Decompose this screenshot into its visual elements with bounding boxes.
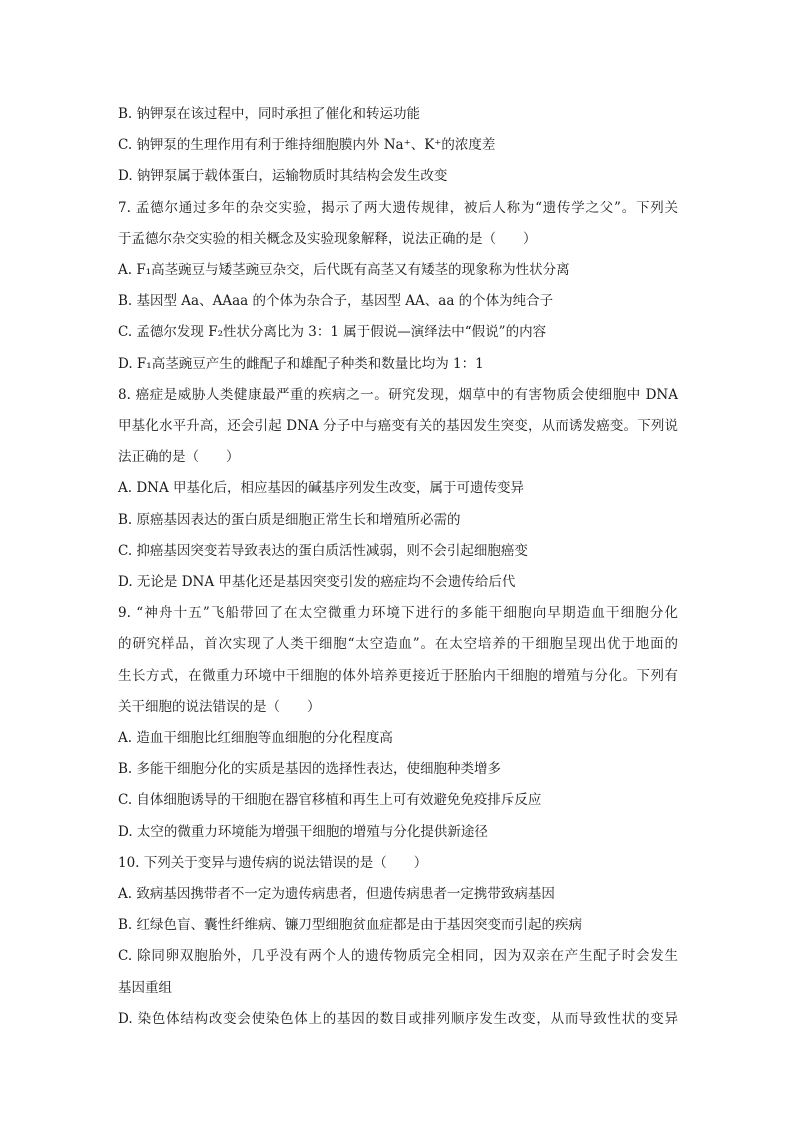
option-10c-line-1: C. 除同卵双胞胎外，几乎没有两个人的遗传物质完全相同，因为双亲在产生配子时会发生 <box>118 948 678 965</box>
option-6d: D. 钠钾泵属于载体蛋白，运输物质时其结构会发生改变 <box>118 168 448 185</box>
option-7a: A. F₁高茎豌豆与矮茎豌豆杂交，后代既有高茎又有矮茎的现象称为性状分离 <box>118 262 570 279</box>
option-8c: C. 抑癌基因突变若导致表达的蛋白质活性减弱，则不会引起细胞癌变 <box>118 542 528 559</box>
question-9-stem-line-1: 9. “神舟十五”飞船带回了在太空微重力环境下进行的多能干细胞向早期造血干细胞分化 <box>118 605 678 622</box>
option-10b: B. 红绿色盲、囊性纤维病、镰刀型细胞贫血症都是由于基因突变而引起的疾病 <box>118 917 583 934</box>
question-9-stem-line-3: 生长方式，在微重力环境中干细胞的体外培养更接近于胚胎内干细胞的增殖与分化。下列有 <box>118 667 678 684</box>
option-7b: B. 基因型 Aa、AAaa 的个体为杂合子，基因型 AA、aa 的个体为纯合子 <box>118 293 554 310</box>
question-7-stem-line-1: 7. 孟德尔通过多年的杂交实验，揭示了两大遗传规律，被后人称为“遗传学之父”。下列关 <box>118 199 678 216</box>
option-8b: B. 原癌基因表达的蛋白质是细胞正常生长和增殖所必需的 <box>118 511 461 528</box>
question-7-stem-line-2: 于孟德尔杂交实验的相关概念及实验现象解释，说法正确的是（ ） <box>118 230 537 247</box>
option-9a: A. 造血干细胞比红细胞等血细胞的分化程度高 <box>118 730 393 747</box>
question-8-stem-line-1: 8. 癌症是威胁人类健康最严重的疾病之一。研究发现，烟草中的有害物质会使细胞中 DNA <box>118 386 678 403</box>
option-6b: B. 钠钾泵在该过程中，同时承担了催化和转运功能 <box>118 106 421 122</box>
option-7c: C. 孟德尔发现 F₂性状分离比为 3：1 属于假说—演绎法中“假说”的内容 <box>118 324 547 341</box>
question-8-stem-line-2: 甲基化水平升高，还会引起 DNA 分子中与癌变有关的基因发生突变，从而诱发癌变。下列说 <box>118 418 678 435</box>
question-text <box>118 99 678 1035</box>
option-9b: B. 多能干细胞分化的实质是基因的选择性表达，使细胞种类增多 <box>118 761 502 778</box>
question-9-stem-line-4: 关干细胞的说法错误的是（ ） <box>118 698 321 715</box>
option-8a: A. DNA 甲基化后，相应基因的碱基序列发生改变，属于可遗传变异 <box>118 480 525 497</box>
option-10a: A. 致病基因携带者不一定为遗传病患者，但遗传病患者一定携带致病基因 <box>118 886 555 903</box>
option-9c: C. 自体细胞诱导的干细胞在器官移植和再生上可有效避免免疫排斥反应 <box>118 792 542 809</box>
option-10c-line-2: 基因重组 <box>118 979 172 996</box>
question-10-stem: 10. 下列关于变异与遗传病的说法错误的是（ ） <box>118 854 428 871</box>
option-6c: C. 钠钾泵的生理作用有利于维持细胞膜内外 Na⁺、K⁺的浓度差 <box>118 137 496 154</box>
option-9d: D. 太空的微重力环境能为增强干细胞的增殖与分化提供新途径 <box>118 823 488 840</box>
question-9-stem-line-2: 的研究样品，首次实现了人类干细胞“太空造血”。在太空培养的干细胞呈现出优于地面的 <box>118 636 678 653</box>
option-7d: D. F₁高茎豌豆产生的雌配子和雄配子种类和数量比均为 1：1 <box>118 355 484 372</box>
option-10d: D. 染色体结构改变会使染色体上的基因的数目或排列顺序发生改变，从而导致性状的变异 <box>118 1010 678 1027</box>
question-8-stem-line-3: 法正确的是（ ） <box>118 449 240 466</box>
option-8d: D. 无论是 DNA 甲基化还是基因突变引发的癌症均不会遗传给后代 <box>118 574 516 591</box>
